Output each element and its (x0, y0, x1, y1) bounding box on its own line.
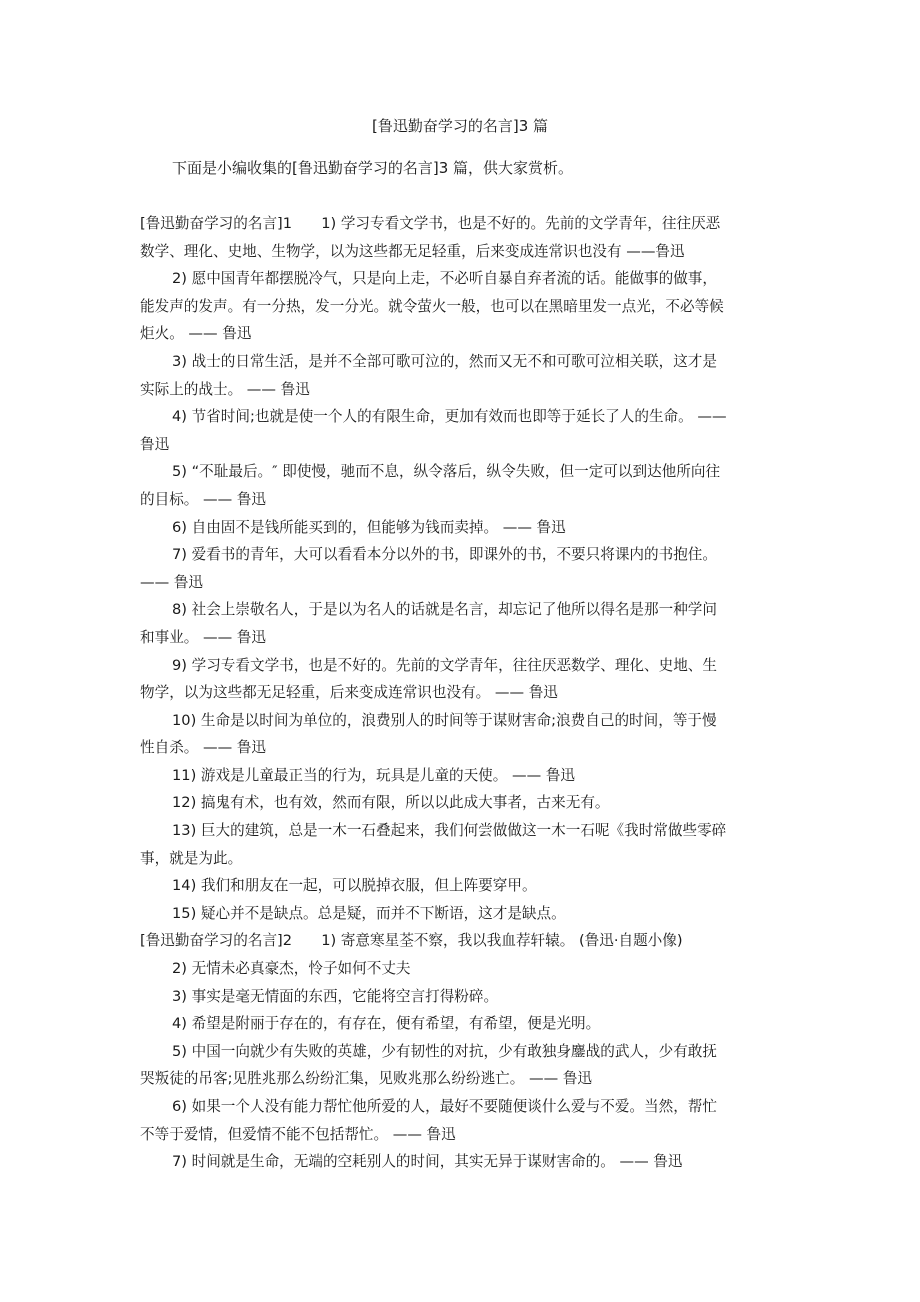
text-line: 8) 社会上崇敬名人，于是以为名人的话就是名言，却忘记了他所以得名是那一种学问 (172, 601, 717, 619)
document-title: [鲁迅勤奋学习的名言]3 篇 (371, 117, 549, 135)
section-1 (140, 210, 785, 927)
text-line: 实际上的战士。 —— 鲁迅 (140, 380, 310, 398)
text-line: 4) 希望是附丽于存在的，有存在，便有希望，有希望，便是光明。 (172, 1015, 601, 1033)
text-line: 事，就是为此。 (140, 849, 243, 867)
text-line: —— 鲁迅 (140, 573, 204, 591)
text-line: 11) 游戏是儿童最正当的行为，玩具是儿童的天使。 —— 鲁迅 (172, 766, 576, 784)
text-line: 3) 战士的日常生活，是并不全部可歌可泣的，然而又无不和可歌可泣相关联，这才是 (172, 352, 717, 370)
text-line: 10) 生命是以时间为单位的，浪费别人的时间等于谋财害命;浪费自己的时间，等于慢 (172, 711, 717, 729)
text-line: 炬火。 —— 鲁迅 (140, 325, 252, 343)
text-line: 6) 自由固不是钱所能买到的，但能够为钱而卖掉。 —— 鲁迅 (172, 518, 566, 536)
text-line: 7) 爱看书的青年，大可以看看本分以外的书，即课外的书，不要只将课内的书抱住。 (172, 546, 717, 564)
document-intro: 下面是小编收集的[鲁迅勤奋学习的名言]3 篇，供大家赏析。 (172, 159, 574, 177)
text-line: 鲁迅 (140, 435, 170, 453)
document-body (140, 210, 785, 1176)
section-2 (140, 927, 785, 1175)
text-line: 不等于爱情，但爱情不能不包括帮忙。 —— 鲁迅 (140, 1125, 456, 1143)
text-line: 12) 搞鬼有术，也有效，然而有限，所以以此成大事者，古来无有。 (172, 794, 610, 812)
text-line: 物学，以为这些都无足轻重，后来变成连常识也没有。 —— 鲁迅 (140, 684, 558, 702)
text-line: 5) “不耻最后。″ 即使慢，驰而不息，纵令落后，纵令失败，但一定可以到达他所向往 (172, 463, 721, 481)
text-line: 7) 时间就是生命，无端的空耗别人的时间，其实无异于谋财害命的。 —— 鲁迅 (172, 1153, 683, 1171)
text-line: 哭叛徒的吊客;见胜兆那么纷纷汇集，见败兆那么纷纷逃亡。 —— 鲁迅 (140, 1070, 593, 1088)
text-line: 2) 无情未必真豪杰，怜子如何不丈夫 (172, 960, 411, 978)
text-line: 和事业。 —— 鲁迅 (140, 628, 267, 646)
text-line: 性自杀。 —— 鲁迅 (140, 739, 267, 757)
text-line: 9) 学习专看文学书，也是不好的。先前的文学青年，往往厌恶数学、理化、史地、生 (172, 656, 717, 674)
text-line: [鲁迅勤奋学习的名言]2 1) 寄意寒星荃不察，我以我血荐轩辕。 (鲁迅·自题小像) (140, 932, 683, 950)
text-line: 2) 愿中国青年都摆脱冷气，只是向上走，不必听自暴自弃者流的话。能做事的做事， (172, 270, 717, 288)
text-line: 5) 中国一向就少有失败的英雄，少有韧性的对抗，少有敢独身鏖战的武人，少有敢抚 (172, 1042, 717, 1060)
text-line: 4) 节省时间;也就是使一个人的有限生命，更加有效而也即等于延长了人的生命。 —— (172, 408, 727, 426)
text-line: 15) 疑心并不是缺点。总是疑，而并不下断语，这才是缺点。 (172, 904, 566, 922)
text-line: 3) 事实是毫无情面的东西，它能将空言打得粉碎。 (172, 987, 499, 1005)
text-line: 13) 巨大的建筑，总是一木一石叠起来，我们何尝做做这一木一石呢《我时常做些零碎 (172, 822, 727, 840)
text-line: 数学、理化、史地、生物学，以为这些都无足轻重，后来变成连常识也没有 ——鲁迅 (140, 242, 685, 260)
text-line: 6) 如果一个人没有能力帮忙他所爱的人，最好不要随便谈什么爱与不爱。当然，帮忙 (172, 1098, 717, 1115)
text-line: 的目标。 —— 鲁迅 (140, 490, 267, 508)
text-line: 14) 我们和朋友在一起，可以脱掉衣服，但上阵要穿甲。 (172, 877, 537, 895)
text-line: [鲁迅勤奋学习的名言]1 1) 学习专看文学书，也是不好的。先前的文学青年，往往厌恶 (140, 215, 721, 232)
text-line: 能发声的发声。有一分热，发一分光。就令萤火一般，也可以在黑暗里发一点光，不必等候 (140, 297, 724, 315)
